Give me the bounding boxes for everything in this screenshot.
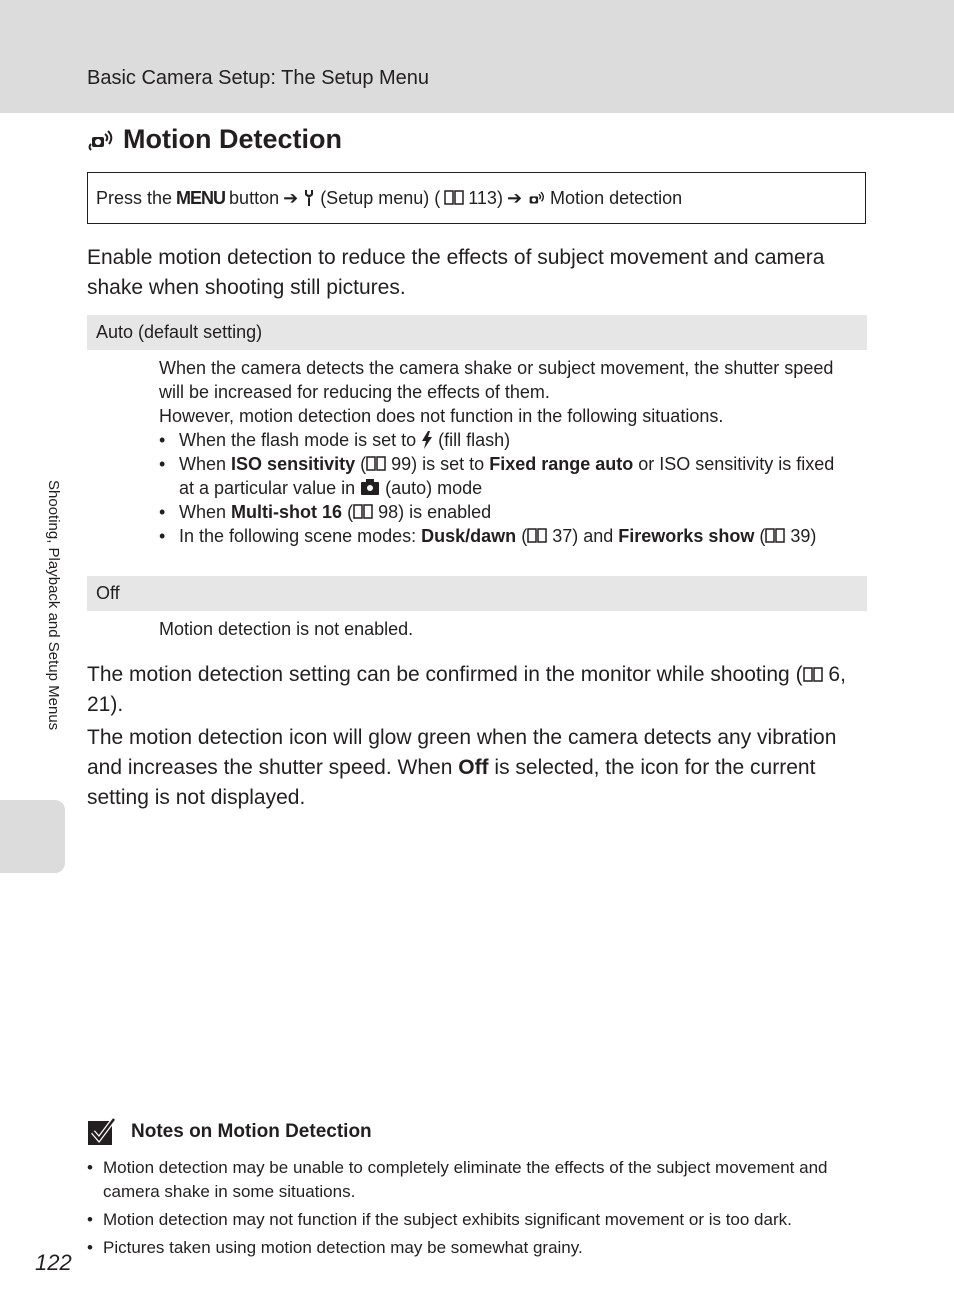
notes-list (87, 1156, 857, 1264)
sidebar-section-label: Shooting, Playback and Setup Menus (45, 480, 62, 731)
menu-key-icon: MENU (176, 187, 226, 208)
list-item: • Pictures taken using motion detection may be somewhat grainy. (87, 1236, 857, 1260)
menu-path-setup: (Setup menu) ( (320, 187, 441, 208)
book-icon (366, 456, 386, 472)
sidebar-tab (0, 800, 65, 873)
confirm-paragraph: The motion detection setting can be confirmed in the monitor while shooting ( 6, 21). (87, 663, 846, 716)
book-icon (765, 528, 785, 544)
section-header: Basic Camera Setup: The Setup Menu (87, 67, 430, 89)
notes-heading (87, 1117, 372, 1147)
page-title (87, 124, 342, 155)
menu-path-button: button (229, 187, 280, 208)
book-icon (444, 190, 464, 206)
list-item: • When ISO sensitivity ( 99) is set to Fixed range auto or ISO sensitivity is fixed at a particular value in (auto) mode (159, 452, 839, 500)
auto-desc-2: However, motion detection does not function in the following situations. (159, 406, 724, 426)
option-auto-description (159, 356, 839, 548)
auto-exceptions-list (159, 428, 839, 548)
page-number: 122 (35, 1250, 72, 1275)
notes-heading-text: Notes on Motion Detection (131, 1121, 372, 1142)
flash-icon (421, 431, 433, 449)
title-text: Motion Detection (123, 124, 342, 154)
list-item: • In the following scene modes: Dusk/dawn ( 37) and Fireworks show ( 39) (159, 524, 839, 548)
intro-paragraph: Enable motion detection to reduce the effects of subject movement and camera shake when shooting still pictures. (87, 246, 825, 299)
option-off-label: Off (87, 576, 867, 611)
list-item: • When the flash mode is set to (fill flash) (159, 428, 839, 452)
book-icon (527, 528, 547, 544)
glow-paragraph: The motion detection icon will glow green when the camera detects any vibration and increases the shutter speed. When Off is selected, the icon for the current setting is not displayed. (87, 726, 837, 809)
motion-detection-icon-small (526, 190, 546, 207)
camera-icon (360, 478, 380, 496)
arrow-icon-2: ➔ (506, 187, 523, 208)
header-band (0, 0, 954, 113)
menu-path-ref: 113) (468, 187, 503, 208)
list-item: • Motion detection may not function if the subject exhibits significant movement or is too dark. (87, 1208, 857, 1232)
menu-path-press: Press the (96, 187, 173, 208)
option-off-description: Motion detection is not enabled. (159, 619, 414, 639)
menu-path-destination: Motion detection (550, 187, 683, 208)
motion-detection-icon (87, 128, 115, 152)
auto-desc-1: When the camera detects the camera shake or subject movement, the shutter speed will be increased for reducing the effects of them. (159, 358, 834, 402)
book-icon (803, 667, 823, 683)
arrow-icon: ➔ (283, 187, 299, 208)
option-auto-label: Auto (default setting) (87, 315, 867, 350)
list-item: • Motion detection may be unable to completely eliminate the effects of the subject movement and camera shake in some situations. (87, 1156, 857, 1204)
menu-path-box (87, 172, 866, 224)
list-item: • When Multi-shot 16 ( 98) is enabled (159, 500, 839, 524)
book-icon (353, 504, 373, 520)
wrench-icon (302, 189, 316, 207)
check-icon (87, 1117, 117, 1147)
